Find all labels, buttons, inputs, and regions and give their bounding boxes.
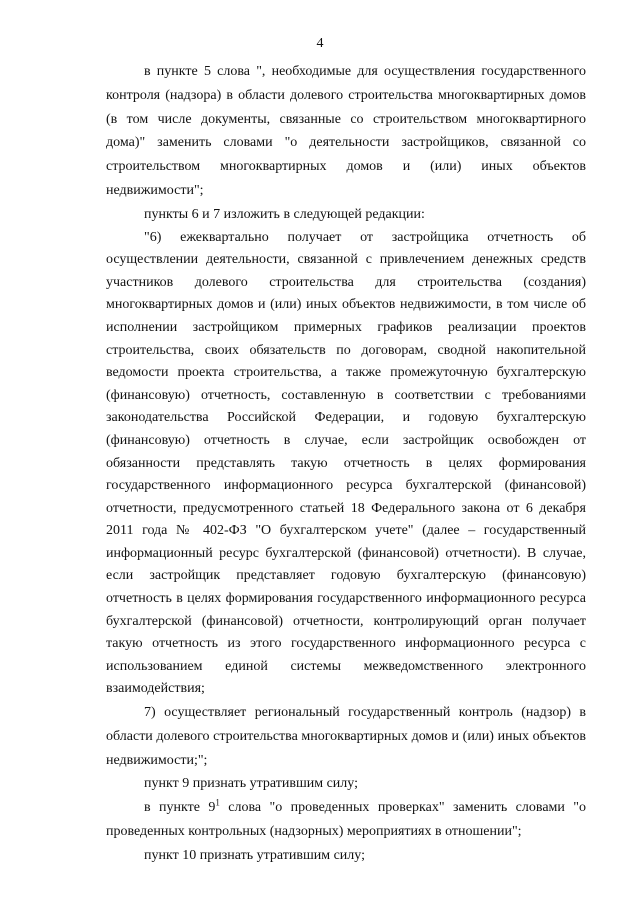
page-number: 4 [316,36,324,51]
paragraph-point-9-1 [106,796,586,844]
document-body [106,60,586,868]
paragraph-point-9: пункт 9 признать утратившим силу; [144,776,358,792]
paragraph-point-6-text: "6) ежеквартально получает от застройщика отчетность об осуществлении деятельности, связанной с привлечением денежных средств участников долевого строительства для строительства (создания) многоквартирных домов и (или) иных объектов недвижимости, в том числе об исполнении застройщиком примерных графиков реализации проектов строительства, своих обязательств по договорам, сводной накопительной ведомости проекта строительства, а также промежуточную бухгалтерскую (финансовую) отчетность, составленную в соответствии с требованиями законодательства Российской Федерации, и годовую бухгалтерскую (финансовую) отчетность в случае, если застройщик освобожден от обязанности представлять такую отчетность в целях формирования государственного информационного ресурса бухгалтерской (финансовой) отчетности, предусмотренного статьей 18 Федерального закона от 6 декабря 2011 года № 402-ФЗ "О бухгалтерском учете" (далее – государственный информационный ресурс бухгалтерской (финансовой) отчетности). В случае, если застройщик представляет годовую бухгалтерскую (финансовую) отчетность в целях формирования государственного информационного ресурса бухгалтерской (финансовой) отчетности, контролирующий орган получает такую отчетность из этого государственного информационного ресурса с использованием единой системы межведомственного электронного взаимодействия; [106,229,586,697]
point-9-1-superscript: 1 [215,797,220,808]
paragraph-points-6-7-intro: пункты 6 и 7 изложить в следующей редакции: [144,206,425,222]
paragraph-point-5: в пункте 5 слова ", необходимые для осуществления государственного контроля (надзора) в области долевого строительства многоквартирных домов (в том числе документы, связанные со строительством многоквартирного дома)" заменить словами "о деятельности застройщиков, связанной со строительством многоквартирных домов и (или) иных объектов недвижимости"; [106,64,586,198]
point-9-1-text-after: слова "о проведенных проверках" заменить словами "о проведенных контрольных (надзорных) мероприятиях в отношении"; [106,800,586,840]
paragraph-point-7-text: 7) осуществляет региональный государственный контроль (надзор) в области долевого строительства многоквартирных домов и (или) иных объектов недвижимости;"; [106,705,586,768]
paragraph-point-10: пункт 10 признать утратившим силу; [144,847,365,863]
point-9-1-text-before: в пункте 9 [144,800,216,816]
